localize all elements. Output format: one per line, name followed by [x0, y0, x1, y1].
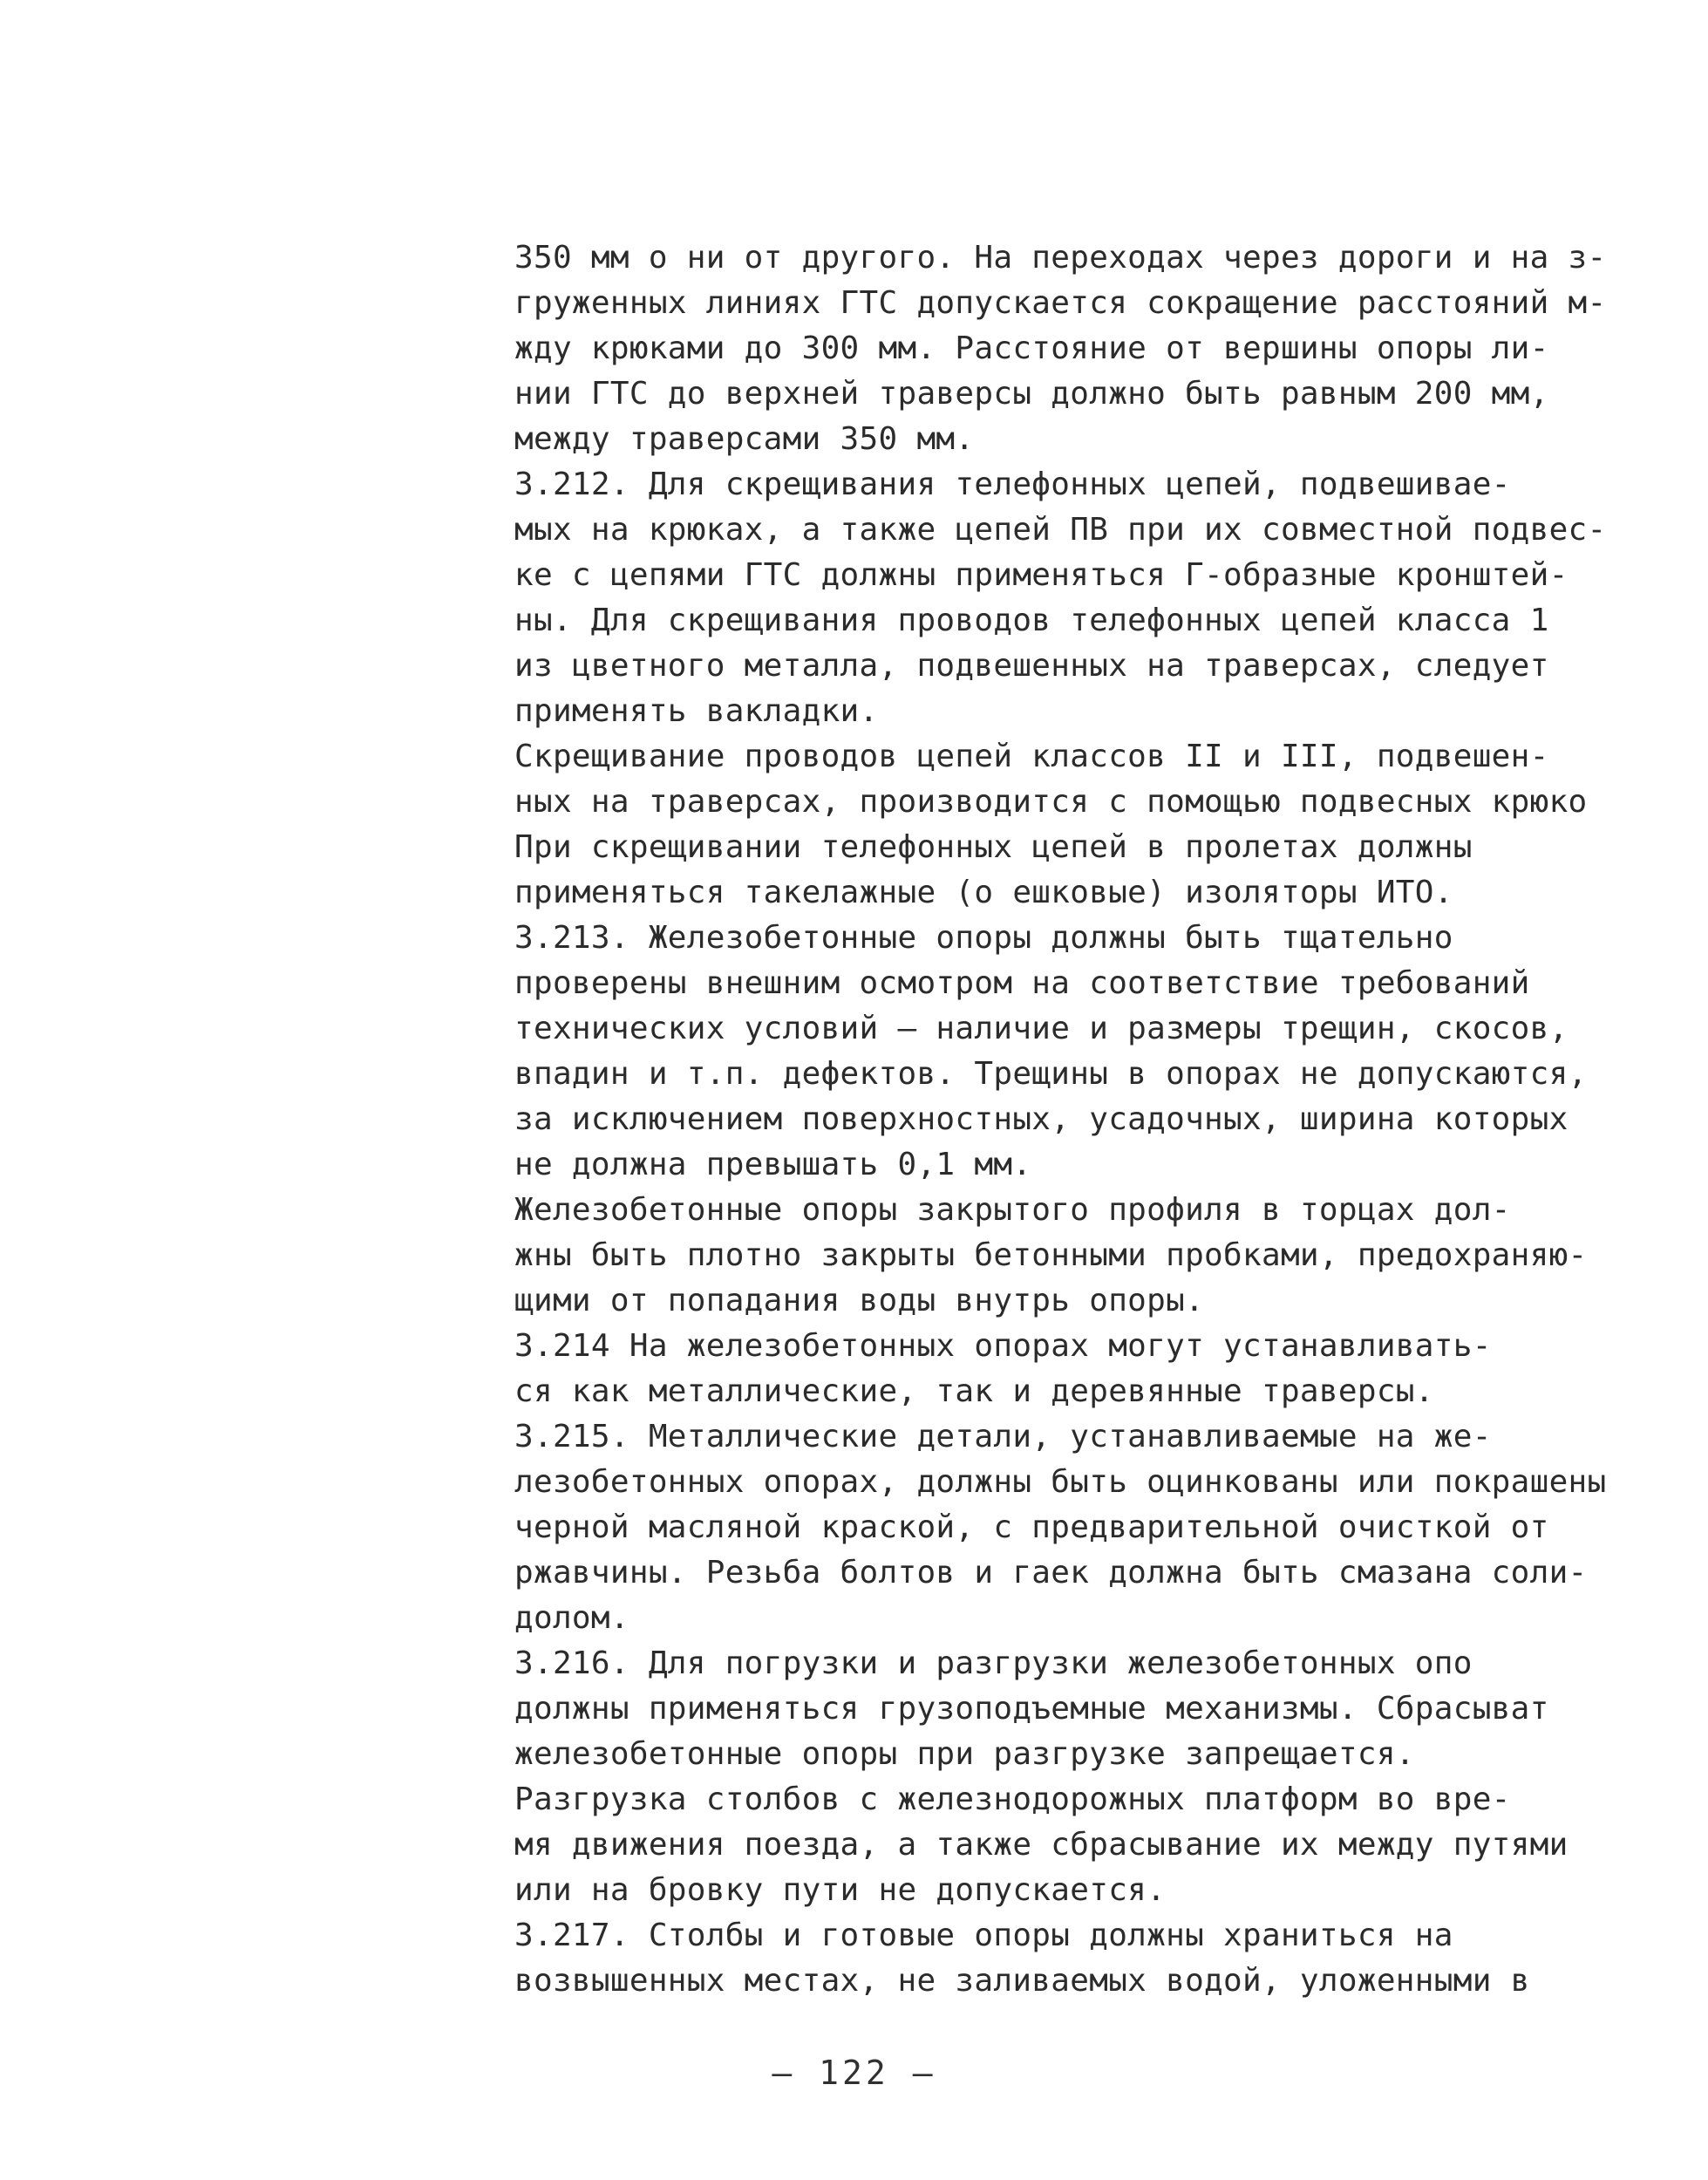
text-line: ржавчины. Резьба болтов и гаек должна быть смазана соли- — [514, 1555, 1588, 1591]
text-line: между траверсами 350 мм. — [514, 421, 975, 457]
text-line: мя движения поезда, а также сбрасывание их между путями — [514, 1827, 1569, 1863]
text-line: применяться такелажные (о ешковые) изоляторы ИТО. — [514, 875, 1453, 910]
text-line: технических условий – наличие и размеры трещин, скосов, — [514, 1011, 1569, 1046]
text-line: лезобетонных опорах, должны быть оцинкованы или покрашены — [514, 1464, 1607, 1500]
text-line: проверены внешним осмотром на соответствие требований — [514, 965, 1530, 1001]
text-line: нии ГТС до верхней траверсы должно быть равным 200 мм, — [514, 376, 1549, 412]
text-line: мых на крюках, а также цепей ПВ при их совместной подвес- — [514, 512, 1607, 548]
text-line: груженных линиях ГТС допускается сокращение расстояний м- — [514, 285, 1607, 321]
body-text — [514, 235, 1674, 2004]
text-line: применять вакладки. — [514, 693, 879, 729]
text-line: за исключением поверхностных, усадочных, ширина которых — [514, 1101, 1569, 1137]
text-line: жны быть плотно закрыты бетонными пробками, предохраняю- — [514, 1237, 1588, 1273]
text-line: При скрещивании телефонных цепей в пролетах должны — [514, 829, 1473, 865]
text-line: 3.215. Металлические детали, устанавливаемые на же- — [514, 1419, 1492, 1454]
text-line: 3.217. Столбы и готовые опоры должны храниться на — [514, 1918, 1453, 1953]
text-line: Скрещивание проводов цепей классов II и III, подвешен- — [514, 739, 1549, 774]
text-line: железобетонные опоры при разгрузке запрещается. — [514, 1736, 1415, 1772]
text-line: ных на траверсах, производится с помощью подвесных крюко — [514, 784, 1588, 820]
text-line: долом. — [514, 1600, 629, 1636]
text-line: 3.216. Для погрузки и разгрузки железобетонных опо — [514, 1645, 1473, 1681]
text-line: ке с цепями ГТС должны применяться Г-образные кронштей- — [514, 557, 1569, 593]
text-line: впадин и т.п. дефектов. Трещины в опорах не допускаются, — [514, 1056, 1588, 1092]
text-line: должны применяться грузоподъемные механизмы. Сбрасыват — [514, 1691, 1549, 1727]
text-line: из цветного металла, подвешенных на траверсах, следует — [514, 648, 1549, 684]
text-line: 3.213. Железобетонные опоры должны быть тщательно — [514, 920, 1453, 956]
text-line: ся как металлические, так и деревянные траверсы. — [514, 1373, 1434, 1409]
text-line: Железобетонные опоры закрытого профиля в торцах дол- — [514, 1192, 1511, 1228]
text-line: 3.212. Для скрещивания телефонных цепей, подвешивае- — [514, 467, 1511, 502]
text-line: щими от попадания воды внутрь опоры. — [514, 1283, 1205, 1318]
text-line: черной масляной краской, с предварительной очисткой от — [514, 1509, 1549, 1545]
text-line: или на бровку пути не допускается. — [514, 1872, 1167, 1908]
text-line: Разгрузка столбов с железнодорожных платформ во вре- — [514, 1781, 1511, 1817]
text-line: 350 мм о ни от другого. На переходах через дороги и на з- — [514, 240, 1607, 276]
page-number: – 122 – — [772, 2054, 936, 2092]
text-line: не должна превышать 0,1 мм. — [514, 1147, 1032, 1182]
text-line: ны. Для скрещивания проводов телефонных цепей класса 1 — [514, 603, 1549, 638]
text-line: возвышенных местах, не заливаемых водой, уложенными в — [514, 1963, 1530, 1999]
text-line: жду крюками до 300 мм. Расстояние от вершины опоры ли- — [514, 330, 1549, 366]
text-line: 3.214 На железобетонных опорах могут устанавливать- — [514, 1328, 1492, 1364]
